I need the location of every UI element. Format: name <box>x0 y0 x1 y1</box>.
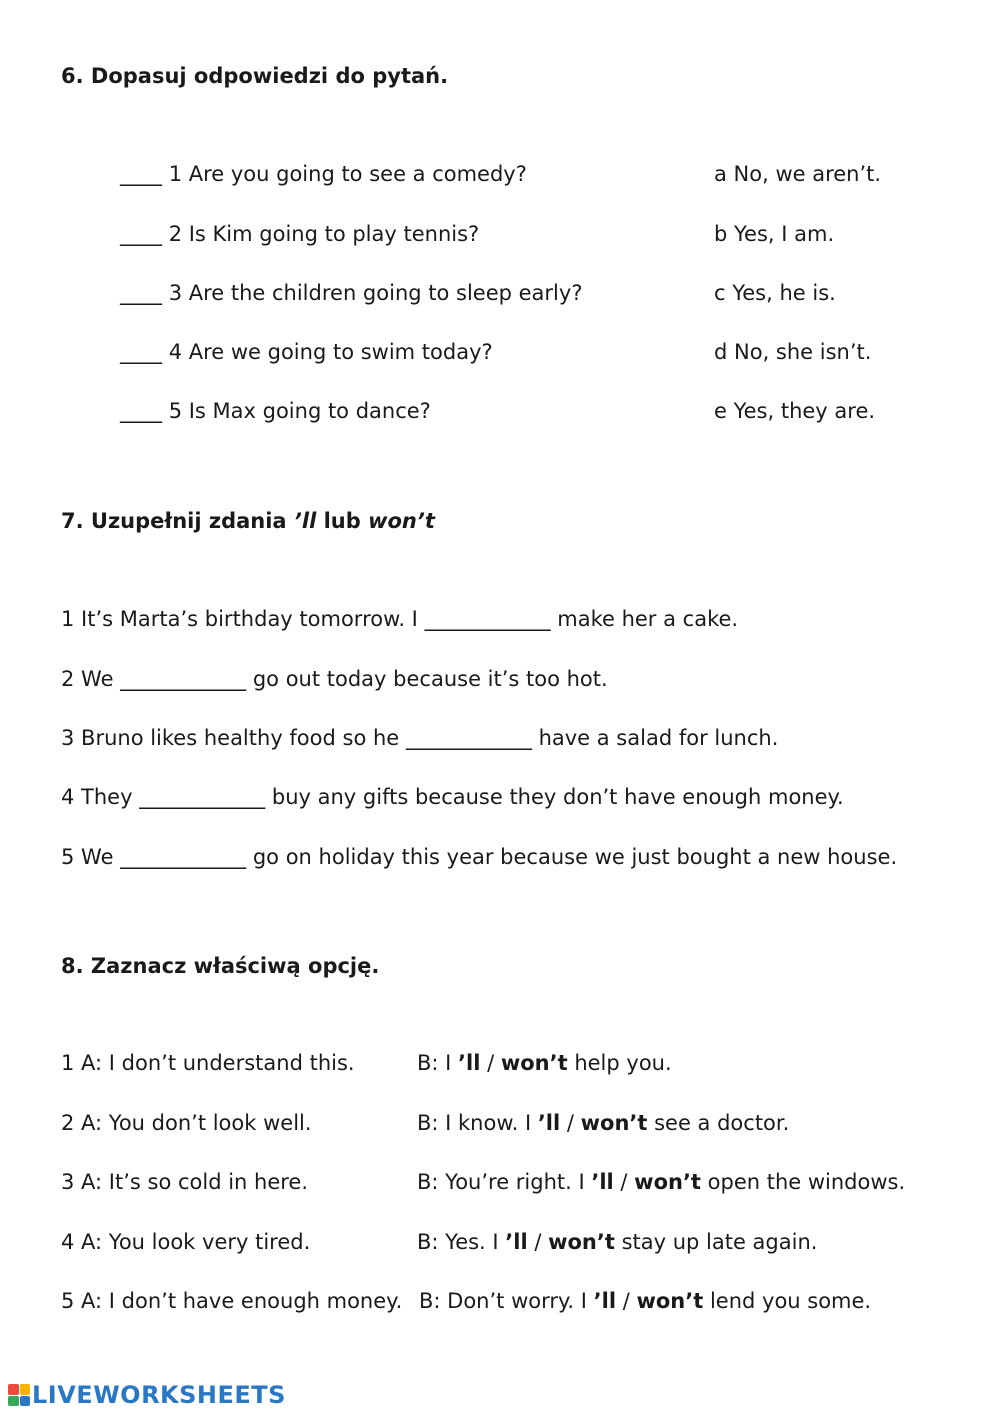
question-row <box>120 161 527 187</box>
dialogue-a: 2 A: You don’t look well. <box>61 1111 312 1135</box>
sentence-end: go on holiday this year because we just bought a new house. <box>246 845 898 869</box>
heading-option-wont: won’t <box>368 509 435 533</box>
option-ll[interactable]: ’ll <box>591 1170 614 1194</box>
fill-blank[interactable]: ____________ <box>120 845 247 869</box>
dialogue-b-start: B: You’re right. I <box>417 1170 592 1194</box>
question-row <box>120 339 493 365</box>
answer-option: e Yes, they are. <box>714 399 876 423</box>
question-row <box>120 280 582 306</box>
dialogue-b <box>417 1050 672 1076</box>
sentence-start: 3 Bruno likes healthy food so he <box>61 726 406 750</box>
option-separator: / <box>560 1111 581 1135</box>
option-ll[interactable]: ’ll <box>458 1051 481 1075</box>
answer-option: a No, we aren’t. <box>714 162 882 186</box>
fill-blank[interactable]: ____________ <box>120 667 247 691</box>
dialogue-b-start: B: I know. I <box>417 1111 538 1135</box>
section-6-heading: 6. Dopasuj odpowiedzi do pytań. <box>61 64 449 88</box>
question-text: 5 Is Max going to dance? <box>168 399 431 423</box>
answer-blank[interactable]: ____ <box>120 222 162 246</box>
answer-blank[interactable]: ____ <box>120 281 162 305</box>
answer-option: c Yes, he is. <box>714 281 836 305</box>
fill-blank[interactable]: ____________ <box>405 726 532 750</box>
dialogue-b-end: see a doctor. <box>647 1111 790 1135</box>
option-ll[interactable]: ’ll <box>505 1230 528 1254</box>
sentence-end: make her a cake. <box>550 607 739 631</box>
dialogue-b-end: open the windows. <box>700 1170 906 1194</box>
fill-blank[interactable]: ____________ <box>139 785 266 809</box>
question-row <box>120 221 479 247</box>
sentence-start: 5 We <box>61 845 121 869</box>
question-text: 2 Is Kim going to play tennis? <box>168 222 480 246</box>
option-wont[interactable]: won’t <box>580 1111 648 1135</box>
answer-blank[interactable]: ____ <box>120 340 162 364</box>
sentence-start: 4 They <box>61 785 140 809</box>
sentence-row <box>61 725 778 751</box>
fill-blank[interactable]: ____________ <box>424 607 551 631</box>
question-text: 1 Are you going to see a comedy? <box>168 162 527 186</box>
option-separator: / <box>616 1289 637 1313</box>
logo-square-1 <box>8 1384 19 1395</box>
dialogue-a: 5 A: I don’t have enough money. <box>61 1289 403 1313</box>
sentence-end: go out today because it’s too hot. <box>246 667 608 691</box>
question-row <box>120 398 431 424</box>
logo-square-3 <box>8 1396 19 1407</box>
heading-text: 7. Uzupełnij zdania <box>61 509 294 533</box>
logo-squares-icon <box>8 1384 30 1406</box>
brand-name: LIVEWORKSHEETS <box>32 1381 286 1409</box>
dialogue-a: 4 A: You look very tired. <box>61 1230 311 1254</box>
answer-option: d No, she isn’t. <box>714 340 872 364</box>
liveworksheets-logo <box>8 1381 286 1409</box>
dialogue-b <box>417 1229 817 1255</box>
sentence-row <box>61 784 844 810</box>
sentence-end: buy any gifts because they don’t have enough money. <box>265 785 844 809</box>
option-separator: / <box>480 1051 501 1075</box>
dialogue-b-start: B: Yes. I <box>417 1230 506 1254</box>
option-wont[interactable]: won’t <box>636 1289 704 1313</box>
sentence-end: have a salad for lunch. <box>531 726 779 750</box>
dialogue-b <box>417 1169 905 1195</box>
dialogue-b-end: help you. <box>567 1051 672 1075</box>
option-wont[interactable]: won’t <box>500 1051 568 1075</box>
dialogue-a: 1 A: I don’t understand this. <box>61 1051 355 1075</box>
answer-option: b Yes, I am. <box>714 222 835 246</box>
option-separator: / <box>527 1230 549 1254</box>
dialogue-a: 3 A: It’s so cold in here. <box>61 1170 309 1194</box>
option-wont[interactable]: won’t <box>548 1230 615 1254</box>
logo-square-2 <box>20 1384 31 1395</box>
dialogue-b-start: B: I <box>417 1051 459 1075</box>
dialogue-b-end: stay up late again. <box>614 1230 818 1254</box>
heading-option-ll: ’ll <box>293 509 317 533</box>
sentence-row <box>61 844 897 870</box>
sentence-row <box>61 606 738 632</box>
sentence-start: 1 It’s Marta’s birthday tomorrow. I <box>61 607 425 631</box>
question-text: 4 Are we going to swim today? <box>168 340 493 364</box>
section-8-heading: 8. Zaznacz właściwą opcję. <box>61 954 380 978</box>
logo-square-4 <box>20 1396 31 1407</box>
heading-text-mid: lub <box>316 509 369 533</box>
dialogue-b <box>417 1110 789 1136</box>
answer-blank[interactable]: ____ <box>120 162 162 186</box>
dialogue-b <box>419 1288 871 1314</box>
section-7-heading <box>61 508 435 534</box>
answer-blank[interactable]: ____ <box>120 399 162 423</box>
sentence-start: 2 We <box>61 667 121 691</box>
option-wont[interactable]: won’t <box>634 1170 701 1194</box>
dialogue-b-start: B: Don’t worry. I <box>419 1289 594 1313</box>
question-text: 3 Are the children going to sleep early? <box>168 281 583 305</box>
option-ll[interactable]: ’ll <box>593 1289 617 1313</box>
option-ll[interactable]: ’ll <box>537 1111 561 1135</box>
dialogue-b-end: lend you some. <box>703 1289 872 1313</box>
sentence-row <box>61 666 608 692</box>
option-separator: / <box>613 1170 635 1194</box>
